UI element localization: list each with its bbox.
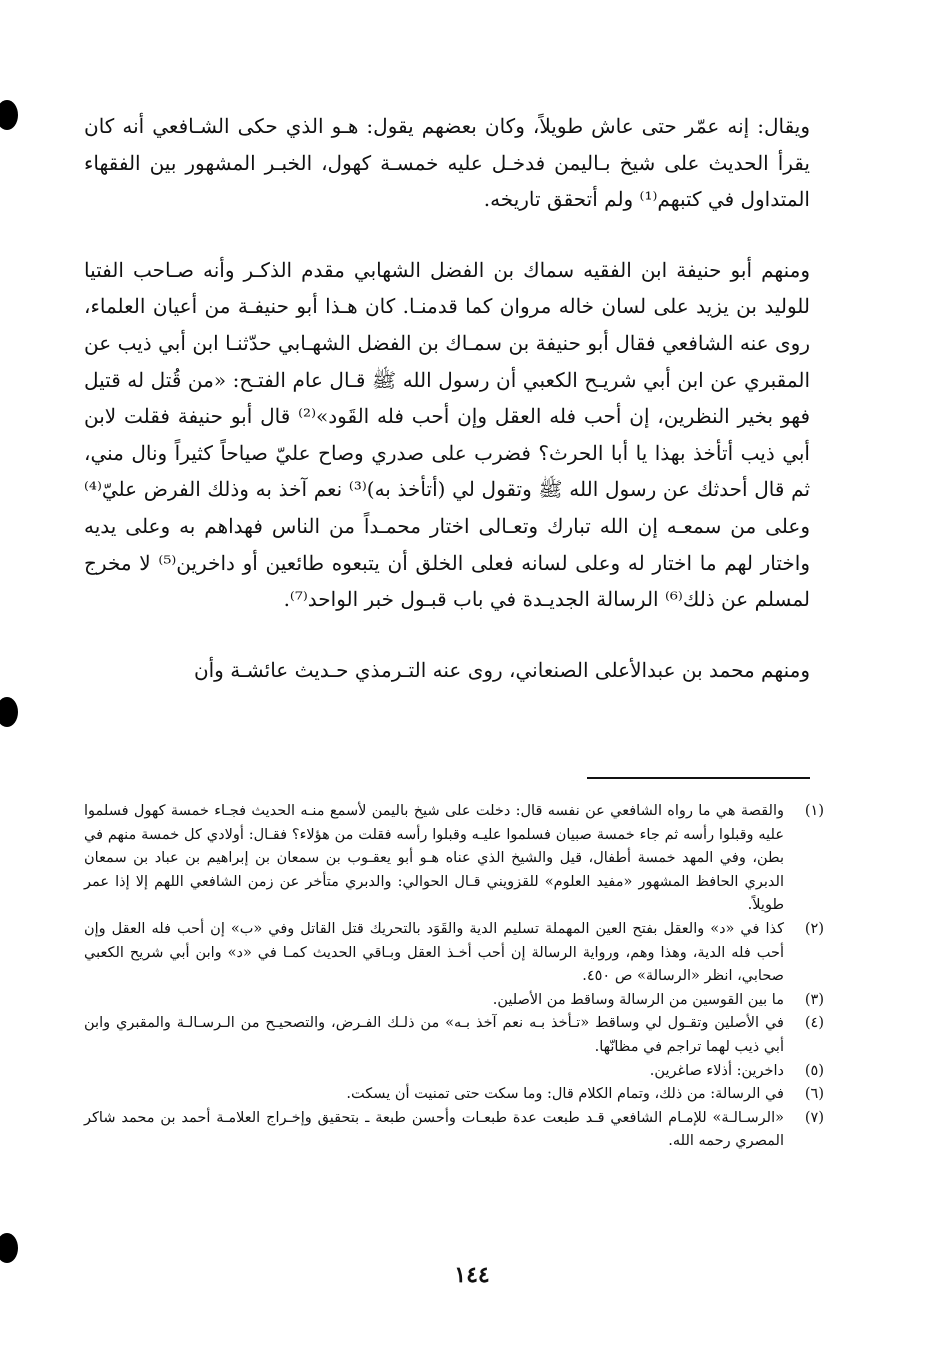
footnote-text: والقصة هي ما رواه الشافعي عن نفسه قال: دخلت على شيخ باليمن لأسمع منـه الحديث فجـاء خمسة كهول فسلموا عليه وقبلوا رأسه ثم جاء خمسة صبيان فسلموا عليـه وقبلوا رأسه فقلت من هؤلاء؟ فقـال: أولادي كل خمسة منهم في بطن، وفي المهد خمسة أطفال، قيل والشيخ الذي عناه هـو أبو يعقـوب بن سمعان بن إبراهيم بن عباد بن سمعان الدبري الحافظ المشهور «مفيد العلوم» للقزويني قـال الحوالي: والدبري متأخر عن زمن الشافعي اللهم إلا إذا عمر طويلاً. bbox=[84, 803, 784, 914]
footnote-number: (٢) bbox=[804, 920, 824, 937]
paragraph: ويقال: إنه عمّر حتى عاش طويلاً، وكان بعضهم يقول: هـو الذي حكى الشـافعي أنه كان يقرأ الحديث على شيخ بـاليمن فدخـل عليه خمسـة كهول، الخبـر المشهور بين الفقهاء المتداول في كتبهم⁽¹⁾ ولم أتحقق تاريخه. bbox=[84, 114, 810, 212]
footnote bbox=[84, 1012, 824, 1059]
paragraph: ومنهم محمد بن عبدالأعلى الصنعاني، روى عنه التـرمذي حـديث عائشـة وأن bbox=[193, 657, 810, 682]
footnotes bbox=[84, 800, 824, 1154]
page-number: ١٤٤ bbox=[454, 1262, 490, 1288]
footnote bbox=[84, 1083, 824, 1107]
footnote bbox=[84, 1107, 824, 1154]
footnote-number: (٣) bbox=[804, 991, 824, 1008]
footnote bbox=[84, 800, 824, 918]
footnote-number: (٧) bbox=[804, 1109, 824, 1126]
footnote-text: كذا في «د» والعقل بفتح العين المهملة تسليم الدية والقَوَد بالتحريك قتل القاتل وفي «ب» إن أحب فله العقل وإن أحب فله الدية، وهذا وهم، ورواية الرسالة إن أحب أخـذ العقل وبـاقي الحديث كمـا في «د» وابن أبي شريح الكعبي صحابي، انظر «الرسالة» ص ٤٥٠. bbox=[84, 920, 784, 985]
footnote bbox=[84, 918, 824, 989]
footnote-number: (١) bbox=[804, 803, 824, 819]
main-text bbox=[84, 108, 810, 688]
footnote-number: (٤) bbox=[804, 1015, 824, 1032]
footnote-text: «الرسـالـة» للإمـام الشافعي قـد طبعت عدة طبعـات وأحسن طبعة ـ بتحقيق وإخـراج العلامـة أحمد بن محمد شاكر المصري رحمه الله. bbox=[84, 1109, 784, 1150]
footnote-text: ما بين القوسين من الرسالة وساقط من الأصلين. bbox=[492, 991, 784, 1008]
footnote bbox=[84, 1060, 824, 1084]
binding-hole bbox=[0, 100, 18, 130]
binding-hole bbox=[0, 1233, 18, 1263]
footnote-separator bbox=[587, 777, 810, 779]
footnote-number: (٦) bbox=[804, 1086, 824, 1103]
paragraph: ومنهم أبو حنيفة ابن الفقيه سماك بن الفضل الشهابي مقدم الذكـر وأنه صـاحب الفتيا للوليد بن يزيد على لسان خاله مروان كما قدمنـا. كان هـذا أبو حنيفـة من أعيان العلماء، روى عنه الشافعي فقال أبو حنيفة بن سمـاك بن الفضل الشهـابي حدّثنـا ابن أبي ذيب عن المقبري عن ابن أبي شريـح الكعبي أن رسول الله ﷺ قـال عام الفتـح: «من قُتل له قتيل فهو بخير النظرين، إن أحب فله العقل وإن أحب فله القَود»⁽²⁾ قال أبو حنيفة فقلت لابن أبي ذيب أتأخذ بهذا يا أبا الحرث؟ فضرب على صدري وصاح عليّ صياحاً كثيراً ونال مني، ثم قال أحدثك عن رسول الله ﷺ وتقول لي (أتأخذ به)⁽³⁾ نعم آخذ به وذلك الفرض عليّ⁽⁴⁾ وعلى من سمعـه إن الله تبارك وتعـالى اختار محمـداً من الناس فهداهم به وعلى يديه واختار لهم ما اختار له وعلى لسانه فعلى الخلق أن يتبعوه طائعين أو داخرين⁽⁵⁾ لا مخرج لمسلم عن ذلك⁽⁶⁾ الرسالة الجديـدة في باب قبـول خبر الواحد⁽⁷⁾. bbox=[84, 257, 811, 612]
footnote-text: في الأصلين وتقـول لي وساقط «تـأخذ بـه نعم آخذ بـه» من ذلـك الفـرض، والتصحيـح من الـرسـالـة والمقبري وابن أبي ذيب لهما تراجم في مظانّها. bbox=[84, 1015, 784, 1055]
footnote-text: داخرين: أذلاء صاغرين. bbox=[649, 1062, 784, 1079]
footnote bbox=[84, 989, 824, 1013]
footnote-number: (٥) bbox=[804, 1062, 824, 1079]
binding-hole bbox=[0, 697, 18, 727]
footnote-text: في الرسالة: من ذلك، وتمام الكلام قال: وما سكت حتى تمنيت أن يسكت. bbox=[346, 1086, 784, 1103]
